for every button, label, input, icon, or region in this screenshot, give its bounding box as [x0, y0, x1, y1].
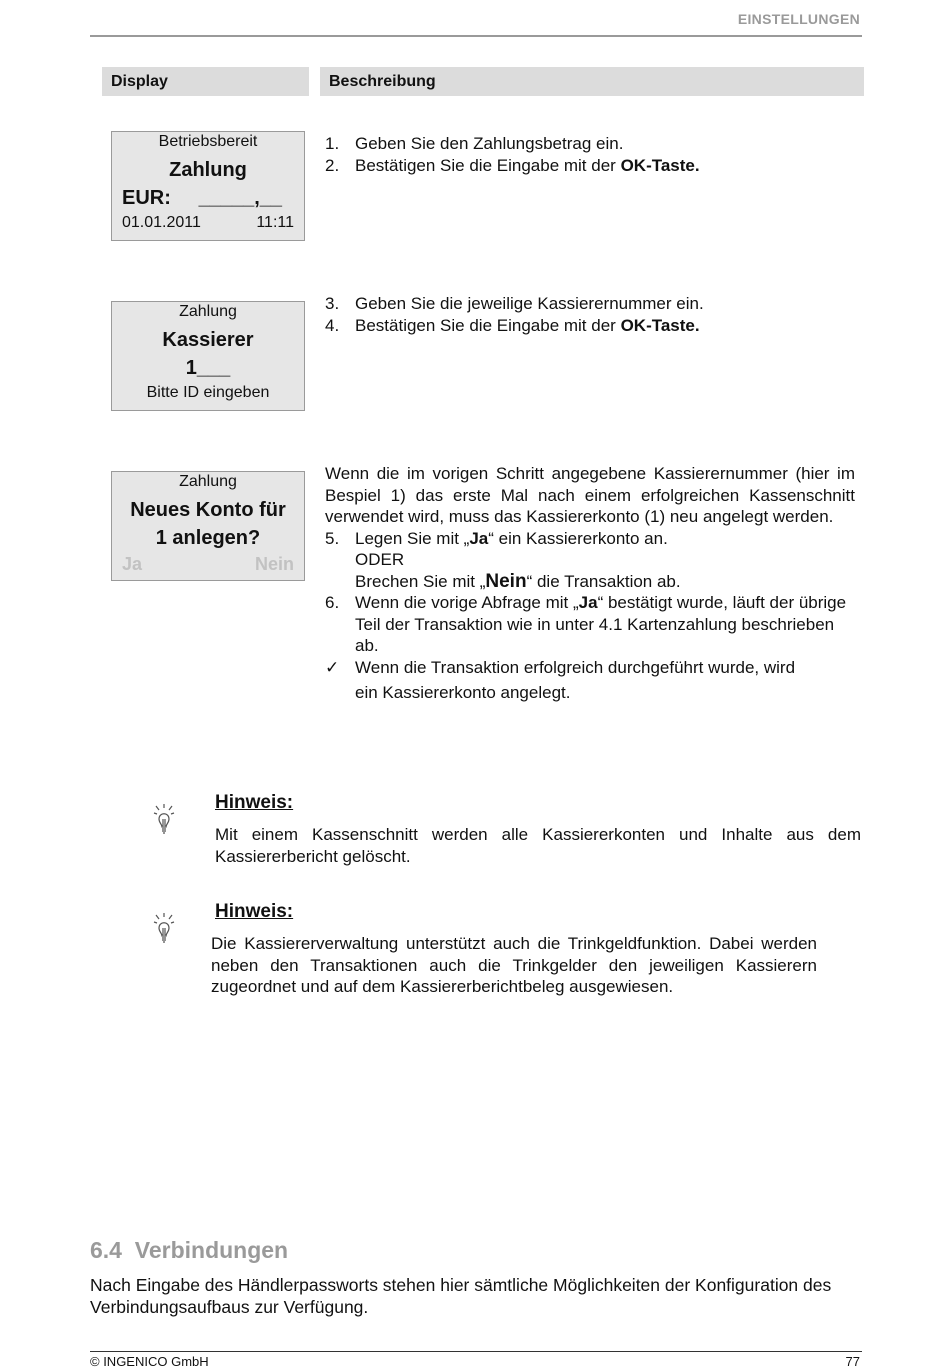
step-item — [325, 315, 855, 337]
step-text: Geben Sie den Zahlungsbetrag ein. — [355, 134, 624, 153]
result-item — [325, 657, 855, 704]
ok-key-label: OK-Taste. — [620, 315, 700, 335]
terminal-display-new-account — [111, 471, 305, 581]
step-number: 4. — [325, 315, 340, 335]
display-title: Kassierer — [162, 329, 254, 351]
yes-key-label: Ja — [578, 593, 598, 612]
terminal-display-cashier — [111, 301, 305, 411]
header-rule — [90, 35, 862, 37]
hint-title: Hinweis: — [215, 901, 294, 922]
step-number: 5. — [325, 528, 340, 548]
hint-title: Hinweis: — [215, 792, 294, 813]
display-currency: EUR: — [122, 187, 171, 209]
or-text: ODER — [355, 550, 405, 569]
section-number: 6.4 — [90, 1237, 122, 1263]
running-header: EINSTELLUNGEN — [737, 11, 860, 27]
footer-copyright: © INGENICO GmbH — [90, 1354, 209, 1369]
display-softkeys — [112, 554, 304, 575]
display-amount-row — [112, 187, 304, 210]
steps-payment-amount — [325, 133, 855, 176]
step-text: Bestätigen Sie die Eingabe mit der OK-Taste. — [355, 315, 700, 335]
result-text: Wenn die Transaktion erfolgreich durchgeführt wurde, wird ein Kassiererkonto angelegt. — [355, 657, 796, 702]
softkey-yes: Ja — [122, 554, 143, 574]
step-item — [325, 592, 855, 657]
step-number: 1. — [325, 134, 340, 153]
lightbulb-icon — [153, 803, 175, 837]
step-text: Legen Sie mit „Ja“ ein Kassiererkonto an. ODER Brechen Sie mit „Nein“ die Transaktion ab. — [355, 528, 681, 592]
steps-cashier-number — [325, 293, 855, 336]
new-account-description — [325, 463, 855, 704]
column-header-description: Beschreibung — [320, 67, 864, 96]
display-status: Betriebsbereit — [158, 133, 258, 150]
display-question-line2: 1 anlegen? — [155, 527, 261, 549]
display-title: Zahlung — [169, 159, 247, 181]
display-status: Zahlung — [179, 473, 237, 490]
step-number: 2. — [325, 155, 340, 175]
step-item — [325, 155, 855, 177]
display-status: Zahlung — [179, 303, 237, 320]
step-number: 6. — [325, 593, 340, 612]
display-prompt: Bitte ID eingeben — [146, 384, 270, 401]
no-key-label: Nein — [485, 570, 527, 592]
display-amount-mask: _____,__ — [198, 187, 282, 209]
display-datetime-row — [112, 214, 304, 232]
ok-key-label: OK-Taste. — [620, 155, 700, 175]
display-input-mask: 1___ — [185, 357, 231, 379]
intro-paragraph: Wenn die im vorigen Schritt angegebene Kassierernummer (hier im Bespiel 1) das erste Mal nach einem erfolgreichen Kassenschnitt verwendet wird, muss das Kassiererkonto (1) neu angelegt werden. — [325, 464, 855, 526]
column-header-display: Display — [102, 67, 309, 96]
display-date: 01.01.2011 — [122, 214, 201, 231]
page-number: 77 — [845, 1354, 860, 1369]
step-text: Wenn die vorige Abfrage mit „Ja“ bestätigt wurde, läuft der übrige Teil der Transaktion wie in unter 4.1 Kartenzahlung beschrieben ab. — [355, 593, 847, 655]
yes-key-label: Ja — [469, 528, 489, 548]
step-item — [325, 293, 855, 315]
display-time: 11:11 — [256, 214, 294, 231]
section-title: Verbindungen — [134, 1237, 289, 1263]
hint-body: Die Kassiererverwaltung unterstützt auch die Trinkgeldfunktion. Dabei werden neben den Transaktionen auch die Trinkgelder den jeweiligen Kassierern zugeordnet und auf dem Kassiererberichtbeleg ausgewiesen. — [211, 934, 817, 996]
section-paragraph: Nach Eingabe des Händlerpassworts stehen hier sämtliche Möglichkeiten der Konfiguration des Verbindungsaufbaus zur Verfügung. — [90, 1275, 832, 1317]
section-heading — [90, 1237, 288, 1264]
footer-rule — [90, 1351, 862, 1352]
step-number: 3. — [325, 294, 340, 313]
step-text: Bestätigen Sie die Eingabe mit der OK-Taste. — [355, 155, 700, 175]
step-item — [325, 528, 855, 593]
checkmark-icon: ✓ — [325, 657, 340, 677]
lightbulb-icon — [153, 912, 175, 946]
terminal-display-payment — [111, 131, 305, 241]
step-item — [325, 133, 855, 155]
display-question-line1: Neues Konto für — [130, 499, 286, 521]
hint-body: Mit einem Kassenschnitt werden alle Kassiererkonten und Inhalte aus dem Kassiererbericht gelöscht. — [215, 825, 861, 866]
softkey-no: Nein — [254, 554, 294, 574]
step-text: Geben Sie die jeweilige Kassierernummer ein. — [355, 294, 704, 313]
